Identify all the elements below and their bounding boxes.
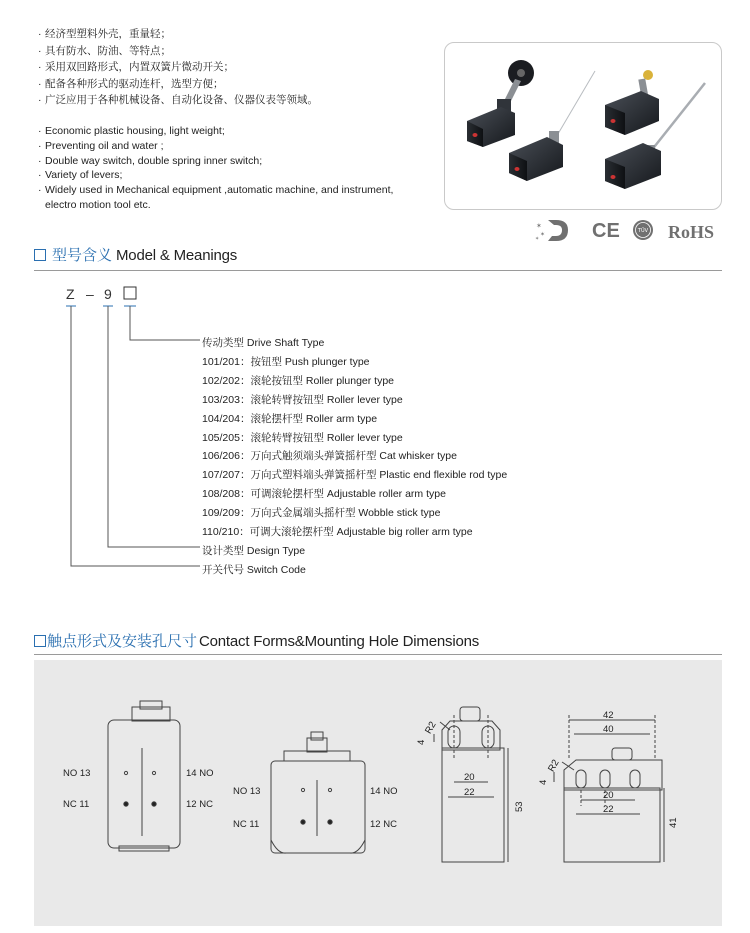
dim-r2-b: R2 <box>546 757 562 774</box>
model-legend <box>202 334 507 580</box>
ce-mark: CE <box>592 220 620 242</box>
dim-53: 53 <box>514 801 525 812</box>
contact-diagram-1 <box>108 701 180 851</box>
model-code-z: Z <box>66 286 75 302</box>
legend-type-item: 104/204：滚轮摆杆型 Roller arm type <box>202 412 378 425</box>
label-nc11-b: NC 11 <box>233 819 260 830</box>
label-nc11-a: NC 11 <box>63 799 90 810</box>
dim-40: 40 <box>603 724 614 735</box>
feature-en-item: · Double way switch, double spring inner switch; <box>38 154 393 169</box>
model-code-9: 9 <box>104 286 112 302</box>
legend-type-item: 102/202：滚轮按钮型 Roller plunger type <box>202 374 395 387</box>
legend-type-item: 106/206：万向式触须端头弹簧摇杆型 Cat whisker type <box>202 450 457 463</box>
legend-type-item: 103/203：滚轮转臂按钮型 Roller lever type <box>202 393 403 406</box>
legend-type-item: 105/205：滚轮转臂按钮型 Roller lever type <box>202 431 403 444</box>
dim-22-b: 22 <box>603 804 614 815</box>
legend-type-item: 107/207：万向式塑料端头弹簧摇杆型 Plastic end flexible rod type <box>202 469 508 482</box>
feature-en-item: electro motion tool etc. <box>45 198 151 211</box>
label-12nc-a: 12 NC <box>186 799 213 810</box>
rohs-mark: RoHS <box>668 222 715 242</box>
feature-en-item: · Variety of levers; <box>38 168 393 183</box>
dim-20-a: 20 <box>464 772 475 783</box>
model-code-dash: – <box>86 286 94 302</box>
svg-text:✶: ✶ <box>535 236 540 242</box>
section-title-model: 型号含义 Model & Meanings <box>34 244 237 265</box>
feature-cn-item: · 经济型塑料外壳，重量轻； <box>38 26 318 43</box>
feature-cn-item: · 具有防水、防油、等特点； <box>38 43 318 60</box>
switch-code-connector <box>71 306 200 566</box>
dim-4-a: 4 <box>416 739 427 745</box>
feature-cn-item: · 配备各种形式的驱动连杆，选型方便； <box>38 76 318 93</box>
dimension-drawings-panel <box>34 660 722 926</box>
svg-text:TÜV: TÜV <box>637 228 649 234</box>
section-title-contact: 触点形式及安装孔尺寸 Contact Forms&Mounting Hole Dimensions <box>34 630 479 651</box>
feature-en-item: · Economic plastic housing, light weight; <box>38 124 393 139</box>
dim-4-b: 4 <box>538 779 549 785</box>
label-12nc-b: 12 NC <box>370 819 397 830</box>
dim-42: 42 <box>603 710 614 721</box>
drive-type-connector <box>130 306 200 340</box>
mounting-diagram-2 <box>554 715 664 862</box>
label-no13-b: NO 13 <box>233 786 261 797</box>
svg-text:✶: ✶ <box>536 222 542 230</box>
design-type-connector <box>108 306 200 547</box>
dim-41: 41 <box>668 817 679 828</box>
section-divider <box>34 654 722 655</box>
legend-type-item: 110/210：可调大滚轮摆杆型 Adjustable big roller arm type <box>202 526 473 539</box>
dim-22-a: 22 <box>464 787 475 798</box>
feature-en-item: · Widely used in Mechanical equipment ,automatic machine, and instrument, <box>38 183 393 198</box>
feature-cn-item: · 广泛应用于各种机械设备、自动化设备、仪器仪表等领域。 <box>38 92 318 109</box>
label-no13-a: NO 13 <box>63 768 91 779</box>
feature-cn-item: · 采用双回路形式，内置双簧片微动开关； <box>38 59 318 76</box>
legend-type-item: 101/201：按钮型 Push plunger type <box>202 355 370 368</box>
legend-switch-code: 开关代号 Switch Code <box>202 563 306 576</box>
mounting-diagram-1 <box>434 707 508 862</box>
square-icon <box>34 635 46 647</box>
label-14no-b: 14 NO <box>370 786 398 797</box>
contact-diagram-2 <box>271 732 365 853</box>
legend-type-item: 109/209：万向式金属端头摇杆型 Wobble stick type <box>202 507 441 520</box>
svg-text:✶: ✶ <box>540 231 546 238</box>
feature-en-item: · Preventing oil and water ; <box>38 139 393 154</box>
dim-r2-a: R2 <box>423 719 439 736</box>
legend-drive-shaft-type: 传动类型 Drive Shaft Type <box>202 337 325 349</box>
legend-type-item: 108/208：可调滚轮摆杆型 Adjustable roller arm type <box>202 488 446 501</box>
label-14no-a: 14 NO <box>186 768 214 779</box>
dim-20-b: 20 <box>603 790 614 801</box>
model-code-box <box>124 287 136 299</box>
legend-design-type: 设计类型 Design Type <box>202 544 306 557</box>
